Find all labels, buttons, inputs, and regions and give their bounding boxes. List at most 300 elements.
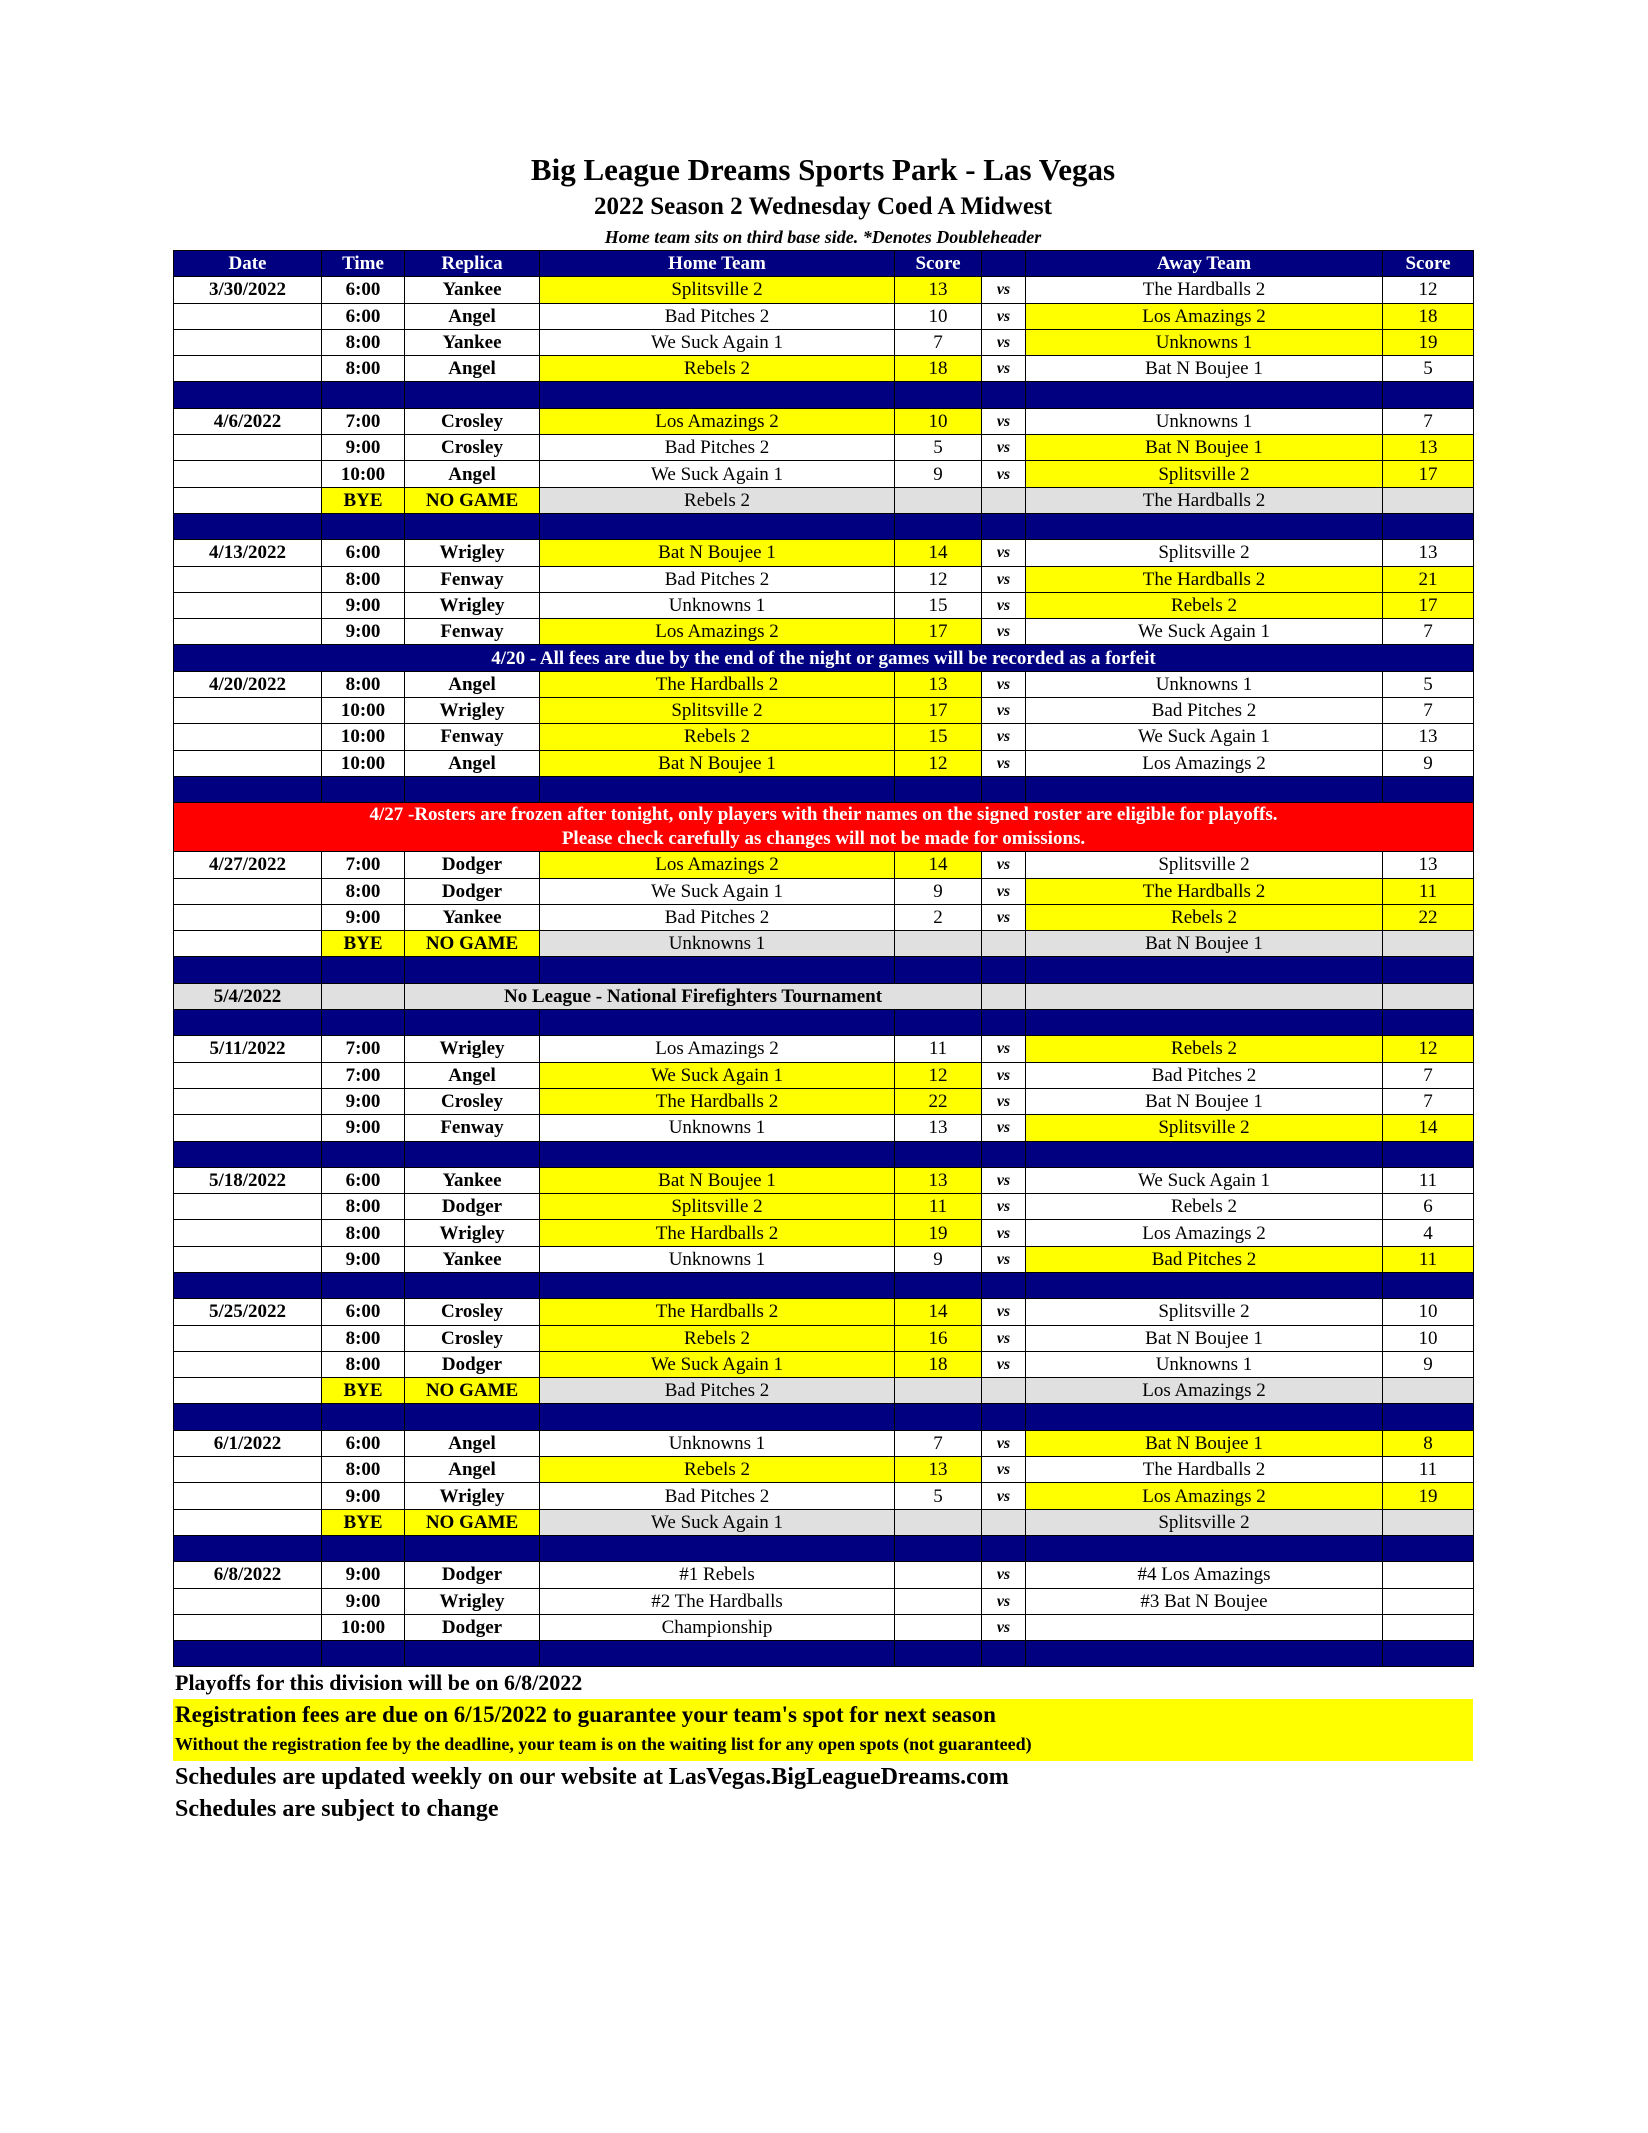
game-replica-field: Yankee <box>405 904 540 930</box>
home-team: Unknowns 1 <box>540 592 895 618</box>
no-league-date: 5/4/2022 <box>174 983 322 1009</box>
game-time: 8:00 <box>322 1220 405 1246</box>
home-team: We Suck Again 1 <box>540 329 895 355</box>
game-time: 8:00 <box>322 878 405 904</box>
away-score: 13 <box>1383 724 1474 750</box>
game-replica-field: Wrigley <box>405 1588 540 1614</box>
week-separator-row <box>174 776 1474 802</box>
separator-cell <box>540 1404 895 1430</box>
game-time: 9:00 <box>322 619 405 645</box>
no-game-label: NO GAME <box>405 1378 540 1404</box>
vs-label: vs <box>982 1588 1026 1614</box>
game-replica-field: Wrigley <box>405 1036 540 1062</box>
game-row <box>174 1167 1474 1193</box>
game-time: 9:00 <box>322 1588 405 1614</box>
bye-label: BYE <box>322 1509 405 1535</box>
fees-notice-row <box>174 645 1474 671</box>
home-score: 13 <box>895 671 982 697</box>
vs-label: vs <box>982 1299 1026 1325</box>
away-team: We Suck Again 1 <box>1026 619 1383 645</box>
game-time: 10:00 <box>322 1614 405 1640</box>
separator-cell <box>1383 957 1474 983</box>
bye-label: BYE <box>322 1378 405 1404</box>
bye-vs <box>982 931 1026 957</box>
separator-cell <box>895 1141 982 1167</box>
home-team: Los Amazings 2 <box>540 852 895 878</box>
roster-notice <box>174 803 1474 852</box>
page-title: Big League Dreams Sports Park - Las Vegas <box>530 152 1116 187</box>
away-score <box>1383 1614 1474 1640</box>
game-replica-field: Fenway <box>405 566 540 592</box>
game-row <box>174 724 1474 750</box>
home-team: The Hardballs 2 <box>540 1088 895 1114</box>
vs-label: vs <box>982 1062 1026 1088</box>
game-row <box>174 1246 1474 1272</box>
home-team: Rebels 2 <box>540 1325 895 1351</box>
game-row <box>174 435 1474 461</box>
separator-cell <box>322 957 405 983</box>
game-time: 6:00 <box>322 1299 405 1325</box>
game-row <box>174 698 1474 724</box>
bye-home-score <box>895 931 982 957</box>
col-header-vs <box>982 251 1026 277</box>
separator-cell <box>405 1010 540 1036</box>
vs-label: vs <box>982 698 1026 724</box>
no-league-time <box>322 983 405 1009</box>
game-time: 8:00 <box>322 1194 405 1220</box>
bye-away-team: Los Amazings 2 <box>1026 1378 1383 1404</box>
game-date <box>174 904 322 930</box>
game-date <box>174 356 322 382</box>
away-score: 7 <box>1383 1088 1474 1114</box>
away-score <box>1383 1562 1474 1588</box>
subject-to-change-note: Schedules are subject to change <box>175 1796 499 1823</box>
game-date: 3/30/2022 <box>174 277 322 303</box>
vs-label: vs <box>982 1430 1026 1456</box>
home-score: 7 <box>895 1430 982 1456</box>
separator-cell <box>1383 776 1474 802</box>
vs-label: vs <box>982 540 1026 566</box>
bye-home-team: Unknowns 1 <box>540 931 895 957</box>
game-row <box>174 1220 1474 1246</box>
bye-row <box>174 931 1474 957</box>
separator-cell <box>895 957 982 983</box>
separator-cell <box>405 1272 540 1298</box>
game-replica-field: Angel <box>405 461 540 487</box>
week-separator-row <box>174 1010 1474 1036</box>
game-replica-field: Dodger <box>405 878 540 904</box>
game-replica-field: Fenway <box>405 724 540 750</box>
bye-row <box>174 1509 1474 1535</box>
game-date <box>174 698 322 724</box>
game-replica-field: Angel <box>405 671 540 697</box>
vs-label: vs <box>982 303 1026 329</box>
away-team: Splitsville 2 <box>1026 461 1383 487</box>
home-team: Bat N Boujee 1 <box>540 1167 895 1193</box>
away-score: 7 <box>1383 698 1474 724</box>
vs-label: vs <box>982 1246 1026 1272</box>
away-team: Rebels 2 <box>1026 904 1383 930</box>
no-league-text: No League - National Firefighters Tournament <box>405 983 982 1009</box>
separator-cell <box>540 513 895 539</box>
game-replica-field: Angel <box>405 1457 540 1483</box>
bye-label: BYE <box>322 931 405 957</box>
away-score: 11 <box>1383 1457 1474 1483</box>
game-time: 8:00 <box>322 1325 405 1351</box>
bye-row <box>174 487 1474 513</box>
game-time: 7:00 <box>322 1062 405 1088</box>
game-time: 6:00 <box>322 1167 405 1193</box>
vs-label: vs <box>982 1115 1026 1141</box>
separator-cell <box>405 513 540 539</box>
home-team: The Hardballs 2 <box>540 1220 895 1246</box>
col-header-away-team: Away Team <box>1026 251 1383 277</box>
home-score: 19 <box>895 1220 982 1246</box>
game-row <box>174 1588 1474 1614</box>
home-team: The Hardballs 2 <box>540 1299 895 1325</box>
home-score: 16 <box>895 1325 982 1351</box>
game-date <box>174 1325 322 1351</box>
game-time: 9:00 <box>322 435 405 461</box>
game-date <box>174 303 322 329</box>
game-date: 6/1/2022 <box>174 1430 322 1456</box>
away-team <box>1026 1614 1383 1640</box>
game-row <box>174 1457 1474 1483</box>
home-score: 9 <box>895 461 982 487</box>
home-score: 10 <box>895 408 982 434</box>
away-score: 17 <box>1383 592 1474 618</box>
bye-away-team: Bat N Boujee 1 <box>1026 931 1383 957</box>
game-replica-field: Crosley <box>405 1325 540 1351</box>
home-score: 14 <box>895 540 982 566</box>
bye-home-score <box>895 487 982 513</box>
separator-cell <box>322 1141 405 1167</box>
home-score: 9 <box>895 878 982 904</box>
separator-cell <box>1383 1010 1474 1036</box>
game-time: 8:00 <box>322 1457 405 1483</box>
game-time: 8:00 <box>322 329 405 355</box>
vs-label: vs <box>982 878 1026 904</box>
separator-cell <box>405 1141 540 1167</box>
week-separator-row <box>174 1141 1474 1167</box>
vs-label: vs <box>982 592 1026 618</box>
game-replica-field: Yankee <box>405 277 540 303</box>
away-score: 5 <box>1383 671 1474 697</box>
roster-notice-line-2: Please check carefully as changes will not be made for omissions. <box>561 828 1086 850</box>
game-date: 6/8/2022 <box>174 1562 322 1588</box>
bye-date <box>174 487 322 513</box>
vs-label: vs <box>982 1036 1026 1062</box>
home-team: Rebels 2 <box>540 724 895 750</box>
separator-cell <box>540 776 895 802</box>
home-team: We Suck Again 1 <box>540 461 895 487</box>
game-replica-field: Dodger <box>405 1351 540 1377</box>
game-time: 9:00 <box>322 1562 405 1588</box>
game-replica-field: Wrigley <box>405 540 540 566</box>
game-date <box>174 461 322 487</box>
home-team: We Suck Again 1 <box>540 1062 895 1088</box>
away-score: 7 <box>1383 1062 1474 1088</box>
separator-cell <box>174 1404 322 1430</box>
separator-cell <box>982 776 1026 802</box>
away-team: The Hardballs 2 <box>1026 878 1383 904</box>
game-row <box>174 540 1474 566</box>
separator-cell <box>174 957 322 983</box>
away-team: Los Amazings 2 <box>1026 303 1383 329</box>
game-time: 9:00 <box>322 904 405 930</box>
game-date <box>174 435 322 461</box>
home-score: 12 <box>895 750 982 776</box>
game-time: 9:00 <box>322 1115 405 1141</box>
home-score: 11 <box>895 1194 982 1220</box>
home-score <box>895 1562 982 1588</box>
bye-date <box>174 1378 322 1404</box>
bye-home-team: We Suck Again 1 <box>540 1509 895 1535</box>
away-team: Los Amazings 2 <box>1026 1483 1383 1509</box>
schedule-footer <box>173 1667 1473 1825</box>
bye-label: BYE <box>322 487 405 513</box>
separator-cell <box>1383 1272 1474 1298</box>
home-team: Splitsville 2 <box>540 698 895 724</box>
away-score: 11 <box>1383 878 1474 904</box>
vs-label: vs <box>982 356 1026 382</box>
away-score: 17 <box>1383 461 1474 487</box>
game-time: 9:00 <box>322 592 405 618</box>
separator-cell <box>895 1272 982 1298</box>
game-row <box>174 1299 1474 1325</box>
bye-vs <box>982 487 1026 513</box>
game-row <box>174 461 1474 487</box>
home-team: We Suck Again 1 <box>540 878 895 904</box>
vs-label: vs <box>982 1457 1026 1483</box>
waiting-list-note: Without the registration fee by the deadline, your team is on the waiting list for any open spots (not guaranteed) <box>175 1734 1032 1755</box>
separator-cell <box>982 1010 1026 1036</box>
col-header-time: Time <box>322 251 405 277</box>
game-row <box>174 1614 1474 1640</box>
vs-label: vs <box>982 1562 1026 1588</box>
away-score: 13 <box>1383 852 1474 878</box>
no-game-label: NO GAME <box>405 1509 540 1535</box>
vs-label: vs <box>982 408 1026 434</box>
game-replica-field: Angel <box>405 1430 540 1456</box>
separator-cell <box>1383 1641 1474 1667</box>
separator-cell <box>1026 957 1383 983</box>
page-subtitle: 2022 Season 2 Wednesday Coed A Midwest <box>594 193 1052 220</box>
away-score: 4 <box>1383 1220 1474 1246</box>
separator-cell <box>322 776 405 802</box>
game-time: 6:00 <box>322 303 405 329</box>
separator-cell <box>405 1404 540 1430</box>
game-date <box>174 724 322 750</box>
separator-cell <box>322 1535 405 1561</box>
game-row <box>174 1562 1474 1588</box>
game-date: 4/27/2022 <box>174 852 322 878</box>
week-separator-row <box>174 513 1474 539</box>
game-row <box>174 277 1474 303</box>
bye-away-team: Splitsville 2 <box>1026 1509 1383 1535</box>
game-time: 7:00 <box>322 408 405 434</box>
schedule-table <box>173 250 1474 1667</box>
game-date <box>174 592 322 618</box>
home-score: 14 <box>895 1299 982 1325</box>
vs-label: vs <box>982 566 1026 592</box>
home-team: Splitsville 2 <box>540 277 895 303</box>
separator-cell <box>540 382 895 408</box>
away-team: Splitsville 2 <box>1026 1299 1383 1325</box>
game-row <box>174 878 1474 904</box>
game-row <box>174 1483 1474 1509</box>
away-score: 7 <box>1383 408 1474 434</box>
game-row <box>174 1088 1474 1114</box>
game-date: 5/25/2022 <box>174 1299 322 1325</box>
away-team: The Hardballs 2 <box>1026 1457 1383 1483</box>
away-team: Splitsville 2 <box>1026 1115 1383 1141</box>
away-team: #3 Bat N Boujee <box>1026 1588 1383 1614</box>
game-row <box>174 750 1474 776</box>
game-replica-field: Fenway <box>405 619 540 645</box>
week-separator-row <box>174 957 1474 983</box>
vs-label: vs <box>982 277 1026 303</box>
separator-cell <box>895 1404 982 1430</box>
no-league-score <box>1383 983 1474 1009</box>
home-team: Bat N Boujee 1 <box>540 540 895 566</box>
separator-cell <box>982 1272 1026 1298</box>
vs-label: vs <box>982 619 1026 645</box>
game-row <box>174 852 1474 878</box>
game-time: 10:00 <box>322 461 405 487</box>
separator-cell <box>1026 1010 1383 1036</box>
game-date: 4/13/2022 <box>174 540 322 566</box>
bye-away-score <box>1383 487 1474 513</box>
game-time: 8:00 <box>322 1351 405 1377</box>
separator-cell <box>540 1272 895 1298</box>
away-score: 11 <box>1383 1167 1474 1193</box>
game-row <box>174 671 1474 697</box>
separator-cell <box>1026 1272 1383 1298</box>
away-team: Bat N Boujee 1 <box>1026 435 1383 461</box>
separator-cell <box>174 1535 322 1561</box>
game-time: 9:00 <box>322 1088 405 1114</box>
away-team: We Suck Again 1 <box>1026 724 1383 750</box>
away-score: 8 <box>1383 1430 1474 1456</box>
game-row <box>174 356 1474 382</box>
home-team: Bad Pitches 2 <box>540 904 895 930</box>
separator-cell <box>540 1641 895 1667</box>
game-replica-field: Crosley <box>405 408 540 434</box>
separator-cell <box>540 957 895 983</box>
home-team: Unknowns 1 <box>540 1430 895 1456</box>
game-date <box>174 329 322 355</box>
separator-cell <box>174 1010 322 1036</box>
away-score: 10 <box>1383 1325 1474 1351</box>
no-game-label: NO GAME <box>405 931 540 957</box>
separator-cell <box>982 513 1026 539</box>
away-team: Unknowns 1 <box>1026 671 1383 697</box>
separator-cell <box>982 957 1026 983</box>
home-score: 15 <box>895 724 982 750</box>
away-team: Unknowns 1 <box>1026 1351 1383 1377</box>
separator-cell <box>982 1404 1026 1430</box>
separator-cell <box>405 957 540 983</box>
no-game-label: NO GAME <box>405 487 540 513</box>
separator-cell <box>322 1641 405 1667</box>
home-team: Los Amazings 2 <box>540 408 895 434</box>
away-score: 11 <box>1383 1246 1474 1272</box>
away-team: Bad Pitches 2 <box>1026 1062 1383 1088</box>
game-row <box>174 408 1474 434</box>
away-score: 12 <box>1383 1036 1474 1062</box>
col-header-home-score: Score <box>895 251 982 277</box>
vs-label: vs <box>982 1220 1026 1246</box>
away-score: 14 <box>1383 1115 1474 1141</box>
home-team: #2 The Hardballs <box>540 1588 895 1614</box>
website-note: Schedules are updated weekly on our website at LasVegas.BigLeagueDreams.com <box>175 1764 1009 1791</box>
table-header-row <box>174 251 1474 277</box>
home-team: We Suck Again 1 <box>540 1351 895 1377</box>
separator-cell <box>322 382 405 408</box>
game-row <box>174 1351 1474 1377</box>
game-row <box>174 1062 1474 1088</box>
away-team: Unknowns 1 <box>1026 408 1383 434</box>
separator-cell <box>405 1535 540 1561</box>
bye-date <box>174 1509 322 1535</box>
game-time: 8:00 <box>322 671 405 697</box>
game-replica-field: Fenway <box>405 1115 540 1141</box>
bye-away-score <box>1383 931 1474 957</box>
home-team: Rebels 2 <box>540 1457 895 1483</box>
away-score: 9 <box>1383 750 1474 776</box>
separator-cell <box>1383 1141 1474 1167</box>
vs-label: vs <box>982 1194 1026 1220</box>
separator-cell <box>1383 1535 1474 1561</box>
home-score: 9 <box>895 1246 982 1272</box>
week-separator-row <box>174 1535 1474 1561</box>
game-time: 7:00 <box>322 852 405 878</box>
game-date <box>174 1351 322 1377</box>
separator-cell <box>1026 513 1383 539</box>
separator-cell <box>982 1141 1026 1167</box>
game-replica-field: Crosley <box>405 1299 540 1325</box>
week-separator-row <box>174 382 1474 408</box>
game-date <box>174 878 322 904</box>
home-team: Unknowns 1 <box>540 1115 895 1141</box>
game-time: 9:00 <box>322 1483 405 1509</box>
away-score <box>1383 1588 1474 1614</box>
roster-notice-row <box>174 803 1474 852</box>
separator-cell <box>540 1010 895 1036</box>
away-team: Bad Pitches 2 <box>1026 1246 1383 1272</box>
separator-cell <box>405 1641 540 1667</box>
home-team-note: Home team sits on third base side. *Denotes Doubleheader <box>604 227 1042 247</box>
bye-vs <box>982 1509 1026 1535</box>
game-row <box>174 1325 1474 1351</box>
away-score: 21 <box>1383 566 1474 592</box>
home-team: Bat N Boujee 1 <box>540 750 895 776</box>
game-time: 7:00 <box>322 1036 405 1062</box>
away-team: Los Amazings 2 <box>1026 750 1383 776</box>
game-date <box>174 1115 322 1141</box>
away-team: Splitsville 2 <box>1026 540 1383 566</box>
separator-cell <box>982 1641 1026 1667</box>
vs-label: vs <box>982 329 1026 355</box>
away-team: Los Amazings 2 <box>1026 1220 1383 1246</box>
away-team: Bat N Boujee 1 <box>1026 1430 1383 1456</box>
home-score: 12 <box>895 566 982 592</box>
bye-vs <box>982 1378 1026 1404</box>
away-team: Rebels 2 <box>1026 1194 1383 1220</box>
playoffs-note: Playoffs for this division will be on 6/8/2022 <box>175 1670 583 1696</box>
home-score <box>895 1588 982 1614</box>
